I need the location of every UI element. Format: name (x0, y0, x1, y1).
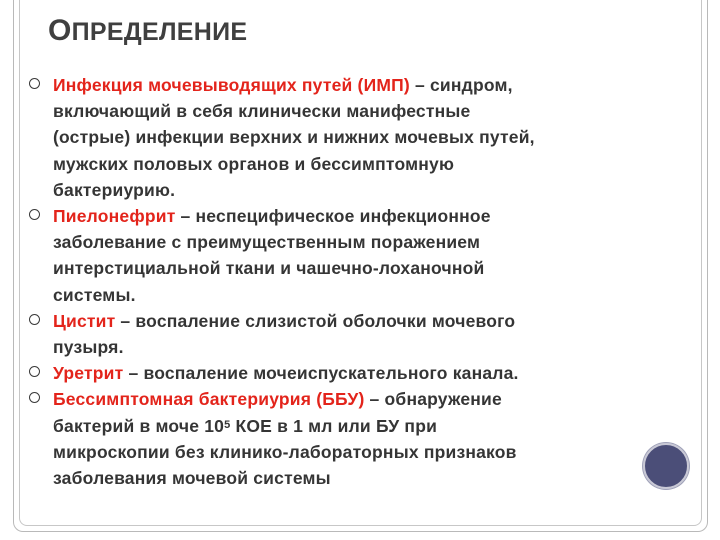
bullet-circle-icon (29, 209, 40, 220)
definition-line (53, 413, 675, 439)
definition-text: – воспаление слизистой оболочки мочевого (115, 310, 516, 331)
exponent-superscript: 5 (224, 418, 231, 431)
definition-item-cystitis (25, 308, 675, 360)
slide-title (48, 14, 247, 48)
term-imp: Инфекция мочевыводящих путей (ИМП) (53, 75, 410, 95)
definition-text: – неспецифическое инфекционное (175, 206, 491, 227)
term-pyelonephritis: Пиелонефрит (53, 206, 176, 227)
definition-line: заболевания мочевой системы (53, 468, 331, 489)
definition-line: микроскопии без клинико-лабораторных признаков (53, 441, 517, 462)
definition-line: мужских половых органов и бессимптомную (53, 153, 455, 174)
definition-item-pyelonephritis (25, 203, 675, 308)
definition-line: бактериурию. (53, 179, 176, 200)
definition-line: заболевание с преимущественным поражением (53, 232, 481, 253)
definition-text: КОЕ в 1 мл или БУ при (230, 415, 438, 436)
definition-item-urethritis (25, 360, 675, 386)
bullet-circle-icon (29, 366, 40, 377)
term-asymptomatic-bacteriuria: Бессимптомная бактериурия (ББУ) (53, 389, 365, 410)
definition-text: бактерий в моче 10 (53, 415, 225, 436)
definition-text: – обнаружение (364, 389, 502, 410)
slide-title-rest: ПРЕДЕЛЕНИЕ (71, 18, 248, 46)
bullet-circle-icon (29, 392, 40, 403)
definition-line (53, 360, 675, 386)
term-urethritis: Уретрит (53, 363, 124, 384)
bullet-circle-icon (29, 314, 40, 325)
definition-line (53, 386, 675, 412)
decorative-circle (643, 443, 689, 489)
slide-title-initial: О (48, 14, 72, 47)
definition-text: – воспаление мочеиспускательного канала. (123, 363, 519, 384)
definition-line: системы. (53, 284, 136, 305)
definition-item-asymptomatic-bacteriuria (25, 386, 675, 491)
bullet-circle-icon (29, 78, 40, 89)
definition-list (25, 72, 675, 491)
definition-line (53, 72, 675, 98)
definition-line (53, 203, 675, 229)
definition-line: включающий в себя клинически манифестные (53, 101, 471, 122)
definition-line: интерстициальной ткани и чашечно-лоханочной (53, 258, 485, 279)
definition-line: (острые) инфекции верхних и нижних мочевых путей, (53, 127, 535, 148)
definition-line (53, 308, 675, 334)
term-cystitis: Цистит (53, 310, 116, 331)
definition-text: – синдром, (409, 75, 513, 95)
definition-line: пузыря. (53, 337, 124, 358)
definition-item-imp (25, 72, 675, 203)
